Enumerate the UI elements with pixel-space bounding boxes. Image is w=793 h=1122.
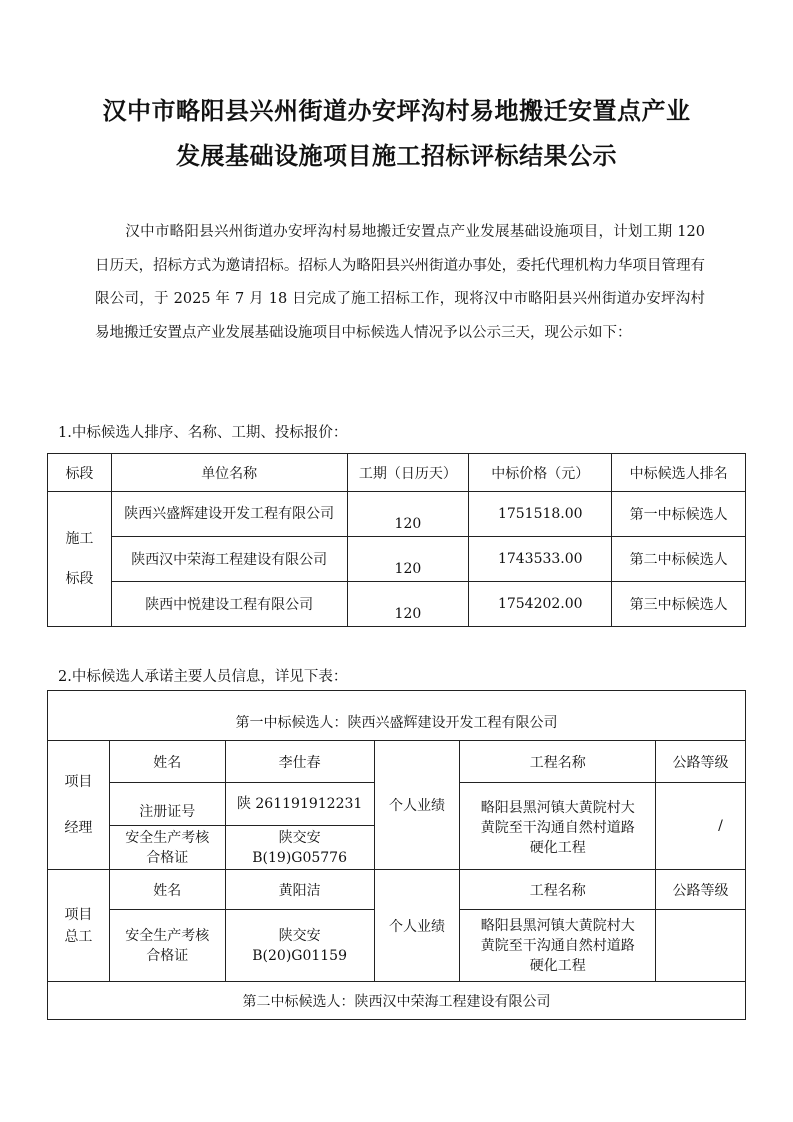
pm-grade-header: 公路等级 — [656, 741, 746, 783]
candidates-table — [47, 453, 746, 627]
table-row — [48, 691, 746, 741]
header-period: 工期（日历天） — [347, 454, 469, 492]
candidate-1-heading: 第一中标候选人：陕西兴盛辉建设开发工程有限公司 — [48, 691, 746, 741]
pm-project-name — [460, 783, 656, 870]
chief-label-line2: 总工 — [64, 928, 93, 945]
pm-name-label: 姓名 — [109, 741, 225, 783]
period-value: 120 — [347, 492, 469, 537]
header-company: 单位名称 — [111, 454, 347, 492]
pm-project-line3: 硬化工程 — [529, 840, 586, 856]
chief-project-header: 工程名称 — [460, 870, 656, 910]
chief-safety-value — [225, 910, 374, 982]
pm-reg-label: 注册证号 — [109, 783, 225, 826]
price-value: 1754202.00 — [469, 582, 612, 627]
price-value: 1751518.00 — [469, 492, 612, 537]
period-value: 120 — [347, 537, 469, 582]
chief-performance: 个人业绩 — [374, 870, 460, 982]
header-section: 标段 — [48, 454, 112, 492]
chief-label-line1: 项目 — [64, 906, 93, 923]
pm-project-line2: 黄院至干沟通自然村道路 — [480, 820, 635, 836]
pm-safety-label — [109, 826, 225, 870]
page-title-line2: 发展基础设施项目施工招标评标结果公示 — [176, 142, 617, 170]
chief-project-name — [460, 910, 656, 982]
pm-label-line2: 经理 — [64, 820, 93, 836]
section-label-line2: 标段 — [65, 571, 94, 587]
pm-safety-label-line1: 安全生产考核 — [125, 829, 210, 846]
chief-project-line1: 略阳县黑河镇大黄院村大 — [480, 917, 635, 934]
chief-project-line3: 硬化工程 — [529, 957, 586, 974]
candidate-2-heading: 第二中标候选人：陕西汉中荣海工程建设有限公司 — [48, 982, 746, 1020]
header-price: 中标价格（元） — [469, 454, 612, 492]
section-2-heading: 2.中标候选人承诺主要人员信息，详见下表： — [58, 669, 348, 685]
rank-value: 第一中标候选人 — [612, 492, 746, 537]
header-rank: 中标候选人排名 — [612, 454, 746, 492]
chief-safety-label-line2: 合格证 — [146, 947, 189, 964]
chief-safety-value-line1: 陕交安 — [278, 927, 321, 944]
table-row — [48, 582, 746, 627]
table-row — [48, 870, 746, 910]
section-label — [48, 492, 112, 627]
company-name: 陕西中悦建设工程有限公司 — [111, 582, 347, 627]
company-name: 陕西汉中荣海工程建设有限公司 — [111, 537, 347, 582]
rank-value: 第二中标候选人 — [612, 537, 746, 582]
chief-safety-label — [109, 910, 225, 982]
pm-project-header: 工程名称 — [460, 741, 656, 783]
price-value: 1743533.00 — [469, 537, 612, 582]
chief-project-line2: 黄院至干沟通自然村道路 — [480, 937, 635, 954]
pm-safety-value-line2: B(19)G05776 — [252, 849, 347, 866]
table-row — [48, 537, 746, 582]
pm-safety-value-line1: 陕交安 — [278, 829, 321, 846]
chief-grade — [656, 910, 746, 982]
pm-performance: 个人业绩 — [374, 741, 460, 870]
rank-value: 第三中标候选人 — [612, 582, 746, 627]
section-label-line1: 施工 — [65, 531, 94, 547]
page-title-line1: 汉中市略阳县兴州街道办安坪沟村易地搬迁安置点产业 — [102, 97, 691, 125]
pm-label — [48, 741, 110, 870]
table-row — [48, 492, 746, 537]
pm-safety-label-line2: 合格证 — [146, 849, 189, 866]
chief-name-label: 姓名 — [109, 870, 225, 910]
table-header-row — [48, 454, 746, 492]
pm-safety-value — [225, 826, 374, 870]
personnel-table — [47, 690, 746, 1020]
table-row — [48, 741, 746, 783]
chief-name: 黄阳洁 — [225, 870, 374, 910]
chief-safety-value-line2: B(20)G01159 — [252, 947, 347, 964]
chief-label — [48, 870, 110, 982]
company-name: 陕西兴盛辉建设开发工程有限公司 — [111, 492, 347, 537]
pm-grade: / — [656, 783, 746, 870]
pm-reg-value: 陕 261191912231 — [225, 783, 374, 826]
pm-project-line1: 略阳县黑河镇大黄院村大 — [480, 800, 635, 816]
intro-paragraph — [95, 216, 705, 350]
pm-label-line1: 项目 — [64, 774, 93, 790]
intro-text: 汉中市略阳县兴州街道办安坪沟村易地搬迁安置点产业发展基础设施项目，计划工期 120 日历天，招标方式为邀请招标。招标人为略阳县兴州街道办事处，委托代理机构力华项目管理有限公司，于 2025 年 7 月 18 日完成了施工招标工作，现将汉中市略阳县兴州街道办安坪沟村易地搬迁安置点产业发展基础设施项目中标候选人情况予以公示三天，现公示如下： — [95, 224, 705, 341]
table-row — [48, 982, 746, 1020]
chief-safety-label-line1: 安全生产考核 — [125, 927, 210, 944]
section-1-heading: 1.中标候选人排序、名称、工期、投标报价： — [58, 425, 348, 441]
pm-name: 李仕春 — [225, 741, 374, 783]
period-value: 120 — [347, 582, 469, 627]
chief-grade-header: 公路等级 — [656, 870, 746, 910]
